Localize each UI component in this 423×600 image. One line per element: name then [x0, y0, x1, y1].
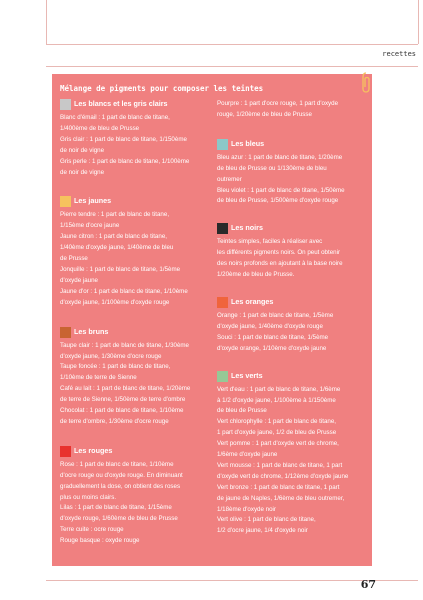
section-header: [60, 97, 200, 112]
color-swatch: [60, 327, 71, 338]
recipe-item: Vert mousse : 1 part de blanc de titane, 1 part d'oxyde vert de chrome, 1/12ème d'oxyde jaune: [217, 461, 349, 480]
color-section: [60, 97, 200, 178]
section-title: Les rouges: [74, 445, 113, 455]
color-section: [217, 369, 365, 538]
left-column: [60, 97, 200, 547]
section-title: Les oranges: [231, 297, 274, 307]
section-title: Les bruns: [74, 326, 109, 336]
recipe-item: Gris clair : 1 part de blanc de titane, 1/150ème de noir de vigne: [60, 135, 187, 154]
paperclip-icon: [362, 72, 370, 94]
section-header: [217, 369, 365, 384]
color-swatch: [217, 223, 228, 234]
recipe-item: Café au lait : 1 part de blanc de titane, 1/20ème de terre de Sienne, 1/50ème de terre d'ombre: [60, 385, 191, 404]
margin-line-right: [418, 0, 419, 44]
color-swatch: [217, 139, 228, 150]
recipe-item: Rouge basque : oxyde rouge: [60, 537, 140, 545]
section-header: [217, 295, 365, 310]
color-section: [60, 325, 200, 428]
recipe-item: Lilas : 1 part de blanc de titane, 1/15ème d'oxyde rouge, 1/60ème de bleu de Prusse: [60, 504, 178, 523]
recipe-item: Rose : 1 part de blanc de titane, 1/10ème d'ocre rouge ou d'oxyde rouge. En diminuant graduellement la dose, on obtient des roses plus ou moins clairs.: [60, 460, 183, 501]
color-swatch: [60, 196, 71, 207]
right-column: [217, 99, 365, 537]
section-header: [217, 221, 365, 236]
header-rule-top: [46, 44, 418, 45]
recipe-item: Taupe foncée : 1 part de blanc de titane, 1/10ème de terre de Sienne: [60, 363, 171, 382]
recipe-item: Chocolat : 1 part de blanc de titane, 1/10ème de terre d'ombre, 1/30ème d'ocre rouge: [60, 407, 184, 425]
panel-title: Mélange de pigments pour composer les teintes: [60, 84, 264, 93]
recipe-item: Bleu violet : 1 part de blanc de titane, 1/50ème de bleu de Prusse, 1/500ème d'oxyde rouge: [217, 186, 345, 205]
color-section: [60, 444, 200, 547]
section-header: [60, 194, 200, 209]
recipe-item: Pierre tendre : 1 part de blanc de titane, 1/15ème d'ocre jaune: [60, 211, 170, 230]
recipe-item: Taupe clair : 1 part de blanc de titane, 1/30ème d'oxyde jaune, 1/30ème d'ocre rouge: [60, 341, 189, 360]
recipe-item: Bleu azur : 1 part de blanc de titane, 1/20ème de bleu de Prusse ou 1/130ème de bleu outremer: [217, 153, 343, 183]
section-header: [217, 137, 365, 152]
recipe-item: Teintes simples, faciles à réaliser avec les différents pigments noirs. On peut obtenir des noirs profonds en ajoutant à la base noire 1/20ème de bleu de Prusse.: [217, 238, 343, 279]
section-title: Les bleus: [231, 138, 265, 148]
recipe-item: Jaune d'or : 1 part de blanc de titane, 1/10ème d'oxyde jaune, 1/100ème d'oxyde rouge: [60, 287, 188, 306]
recipe-item: Orange : 1 part de blanc de titane, 1/5ème d'oxyde jaune, 1/40ème d'oxyde rouge: [217, 311, 334, 330]
color-swatch: [60, 99, 71, 110]
recipe-item: Vert chlorophylle : 1 part de blanc de titane, 1 part d'oxyde jaune, 1/2 de bleu de Prusse: [217, 418, 337, 437]
recipe-item: Blanc d'émail : 1 part de blanc de titane, 1/400ème de bleu de Prusse: [60, 114, 170, 132]
recipe-item: Vert d'eau : 1 part de blanc de titane, 1/6ème à 1/2 d'oxyde jaune, 1/100ème à 1/150ème de bleu de Prusse: [217, 385, 341, 415]
section-title: Les verts: [231, 370, 263, 380]
recipe-item: Jonquille : 1 part de blanc de titane, 1/5ème d'oxyde jaune: [60, 265, 181, 284]
recipe-item: Jaune citron : 1 part de blanc de titane, 1/40ème d'oxyde jaune, 1/40ème de bleu de Prusse: [60, 233, 174, 263]
color-swatch: [217, 371, 228, 382]
section-tag: recettes: [382, 50, 416, 58]
recipe-item: Terre cuite : ocre rouge: [60, 526, 124, 534]
section-title: Les blancs et les gris clairs: [74, 99, 168, 109]
section-title: Les noirs: [231, 223, 263, 233]
color-section: [217, 221, 365, 281]
recipe-item: Vert pomme : 1 part d'oxyde vert de chrome, 1/6ème d'oxyde jaune: [217, 440, 339, 459]
color-section: [217, 137, 365, 208]
margin-line-left: [46, 0, 47, 44]
color-section: [60, 194, 200, 308]
recipe-item: Vert bronze : 1 part de blanc de titane, 1 part de jaune de Naples, 1/6ème de bleu outremer, 1/18ème d'oxyde noir: [217, 483, 345, 513]
color-swatch: [60, 446, 71, 457]
recipe-item: Gris perle : 1 part de blanc de titane, 1/100ème de noir de vigne: [60, 157, 190, 176]
section-header: [60, 444, 200, 459]
section-header: [60, 325, 200, 340]
recipe-item: Vert olive : 1 part de blanc de titane, 1/2 d'ocre jaune, 1/4 d'oxyde noir: [217, 516, 316, 535]
recipe-item: Pourpre : 1 part d'ocre rouge, 1 part d'oxyde rouge, 1/20ème de bleu de Prusse: [217, 100, 339, 118]
section-title: Les jaunes: [74, 196, 112, 206]
color-swatch: [217, 297, 228, 308]
header-rule-bottom: [46, 66, 418, 67]
recipe-item: Souci : 1 part de blanc de titane, 1/5ème d'oxyde orange, 1/10ème d'oxyde jaune: [217, 333, 329, 352]
color-section: [217, 295, 365, 355]
page-number: 67: [360, 578, 376, 591]
